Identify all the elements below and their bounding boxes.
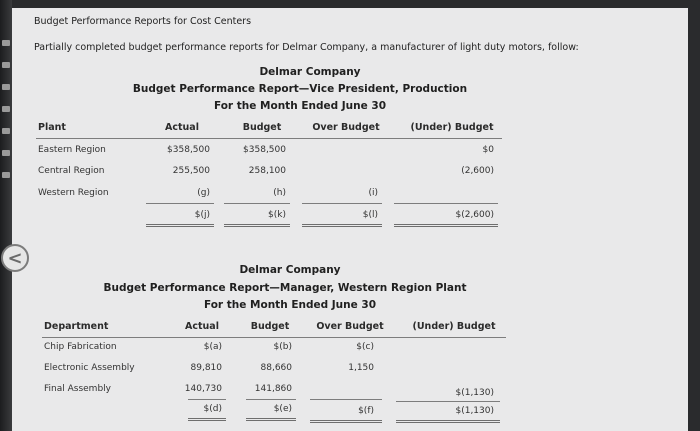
report1-cell-budget: (h): [273, 188, 286, 198]
report1-cell-actual: (g): [197, 188, 210, 198]
report1-cell-over: (i): [368, 188, 378, 198]
report2-subtotal-rule: [310, 399, 382, 400]
report1-company: Delmar Company: [259, 66, 361, 78]
report2-header-rule: [42, 337, 506, 338]
report2-total-under: $(1,130): [455, 406, 494, 416]
report2-cell-actual: 140,730: [184, 384, 222, 394]
report1-subtotal-rule: [302, 203, 382, 204]
report2-period: For the Month Ended June 30: [203, 299, 377, 311]
report2-row-label: Chip Fabrication: [44, 342, 117, 352]
report2-cell-over: $(c): [356, 342, 374, 352]
report1-cell-budget: 258,100: [248, 166, 286, 176]
report1-title: Budget Performance Report—Vice President, Production: [132, 83, 468, 95]
report2-title: Budget Performance Report—Manager, Western Region Plant: [103, 282, 467, 294]
report2-cell-budget: 141,860: [254, 384, 292, 394]
report1-subtotal-rule: [146, 203, 214, 204]
report2-cell-actual: 89,810: [190, 363, 222, 373]
report1-total-under: $(2,600): [455, 210, 494, 220]
report2-subtotal-rule: [396, 401, 500, 402]
report2-company: Delmar Company: [239, 264, 341, 276]
report2-total-actual: $(d): [203, 404, 222, 414]
report1-col-under: (Under) Budget: [410, 122, 494, 133]
report2-row-label: Final Assembly: [44, 384, 111, 394]
report2-col-under: (Under) Budget: [412, 321, 496, 332]
report2-cell-budget: 88,660: [260, 363, 292, 373]
report2-total-double-rule: [246, 418, 296, 421]
report1-subtotal-rule: [224, 203, 290, 204]
report2-total-over: $(f): [358, 406, 374, 416]
report1-total-double-rule: [302, 224, 382, 227]
report1-col-actual: Actual: [165, 122, 199, 133]
report1-col-budget: Budget: [242, 122, 282, 133]
report1-row-label: Western Region: [38, 188, 109, 198]
report1-total-budget: $(k): [268, 210, 286, 220]
report1-subtotal-rule: [394, 203, 498, 204]
report2-subtotal-rule: [188, 399, 226, 400]
report2-subtotal-rule: [246, 399, 296, 400]
report2-cell-actual: $(a): [203, 342, 222, 352]
report2-cell-under: $(1,130): [455, 388, 494, 398]
back-button[interactable]: [1, 244, 29, 272]
report1-total-double-rule: [146, 224, 214, 227]
chevron-left-icon: <: [7, 247, 23, 269]
report2-col-budget: Budget: [250, 321, 290, 332]
report1-total-double-rule: [224, 224, 290, 227]
report2-total-budget: $(e): [273, 404, 292, 414]
intro-text: Partially completed budget performance reports for Delmar Company, a manufacturer of light duty motors, follow:: [34, 42, 579, 53]
report2-col-actual: Actual: [185, 321, 219, 332]
report2-total-double-rule: [188, 418, 226, 421]
report2-total-double-rule: [310, 420, 382, 423]
report1-cell-under: (2,600): [461, 166, 494, 176]
report1-period: For the Month Ended June 30: [213, 100, 387, 112]
report1-row-label: Eastern Region: [38, 145, 106, 155]
report1-col-over: Over Budget: [312, 122, 380, 133]
report1-total-actual: $(j): [194, 210, 210, 220]
report1-total-double-rule: [394, 224, 498, 227]
report1-cell-budget: $358,500: [243, 145, 286, 155]
report1-total-over: $(l): [362, 210, 378, 220]
document-page: [12, 8, 688, 431]
page-heading: Budget Performance Reports for Cost Centers: [34, 16, 252, 27]
report2-col-department: Department: [44, 321, 109, 332]
window-edge: [0, 0, 12, 431]
report2-total-double-rule: [396, 420, 500, 423]
report2-col-over: Over Budget: [316, 321, 384, 332]
report1-header-rule: [36, 138, 502, 139]
report1-cell-actual: $358,500: [167, 145, 210, 155]
report1-row-label: Central Region: [38, 166, 105, 176]
report1-cell-under: $0: [482, 145, 494, 155]
report2-cell-budget: $(b): [273, 342, 292, 352]
report2-cell-over: 1,150: [348, 363, 374, 373]
report2-row-label: Electronic Assembly: [44, 363, 135, 373]
report1-cell-actual: 255,500: [172, 166, 210, 176]
report1-col-plant: Plant: [38, 122, 66, 133]
